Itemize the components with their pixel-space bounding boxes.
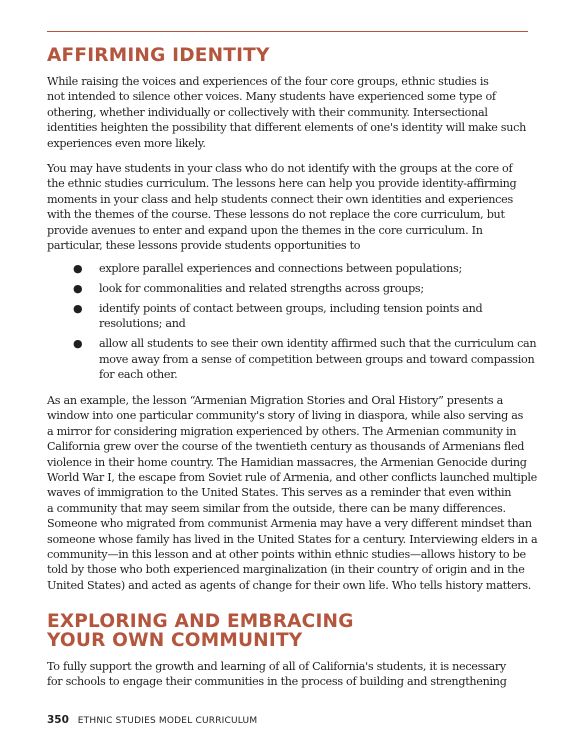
page-footer xyxy=(47,714,257,726)
list-item: ● identify points of contact between groups, including tension points and resolutions; and xyxy=(73,301,483,331)
bullet-icon: ● xyxy=(73,281,83,295)
page-number: 350 xyxy=(47,714,69,726)
bullet-icon: ● xyxy=(73,337,83,351)
section-heading-exploring-community: EXPLORING AND EMBRACING YOUR OWN COMMUNITY xyxy=(47,611,354,651)
opportunities-list xyxy=(47,261,537,387)
section-heading-affirming-identity: AFFIRMING IDENTITY xyxy=(47,45,270,66)
list-item: ● look for commonalities and related strengths across groups; xyxy=(73,281,424,295)
header-rule xyxy=(47,31,528,32)
bullet-icon: ● xyxy=(73,262,83,275)
list-item: ● allow all students to see their own identity affirmed such that the curriculum can move away from a sense of competition between groups and toward compassion for each other. xyxy=(73,337,537,381)
paragraph-community-support: To fully support the growth and learning of all of California's students, it is necessary for schools to engage their communities in the process of building and strengthening xyxy=(47,660,507,689)
document-title: ETHNIC STUDIES MODEL CURRICULUM xyxy=(77,716,258,726)
bullet-icon: ● xyxy=(73,301,83,315)
paragraph-students-identity: You may have students in your class who do not identify with the groups at the core of the ethnic studies curriculum. The lessons here can help you provide identity-affirming moments in your class and help students connect their own identities and experiences with the themes of the course. These lessons do not replace the core curriculum, but provide avenues to enter and expand upon the themes in the core curriculum. In particular, these lessons provide students opportunities to xyxy=(47,162,517,253)
paragraph-armenian-example: As an example, the lesson “Armenian Migration Stories and Oral History” presents a window into one particular community's story of living in diaspora, while also serving as a mirror for considering migration experienced by others. The Armenian community in California grew over the course of the twentieth century as thousands of Armenians fled violence in their home country. The Hamidian massacres, the Armenian Genocide during World War I, the escape from Soviet rule of Armenia, and other conflicts launched multiple waves of immigration to the United States. This serves as a reminder that even within a community that may seem similar from the outside, there can be many differences. Someone who migrated from communist Armenia may have a very different mindset than someone whose family has lived in the United States for a century. Interviewing elders in a community—in this lesson and at other points within ethnic studies—allows history to be told by those who both experienced marginalization (in their country of origin and in the United States) and acted as agents of change for their own life. Who tells history matters. xyxy=(47,394,538,592)
list-item: ● explore parallel experiences and connections between populations; xyxy=(73,262,462,275)
paragraph-intro: While raising the voices and experiences of the four core groups, ethnic studies is not intended to silence other voices. Many students have experienced some type of othering, whether individually or collectively with their community. Intersectional identities heighten the possibility that different elements of one's identity will make such experiences even more likely. xyxy=(47,75,527,150)
